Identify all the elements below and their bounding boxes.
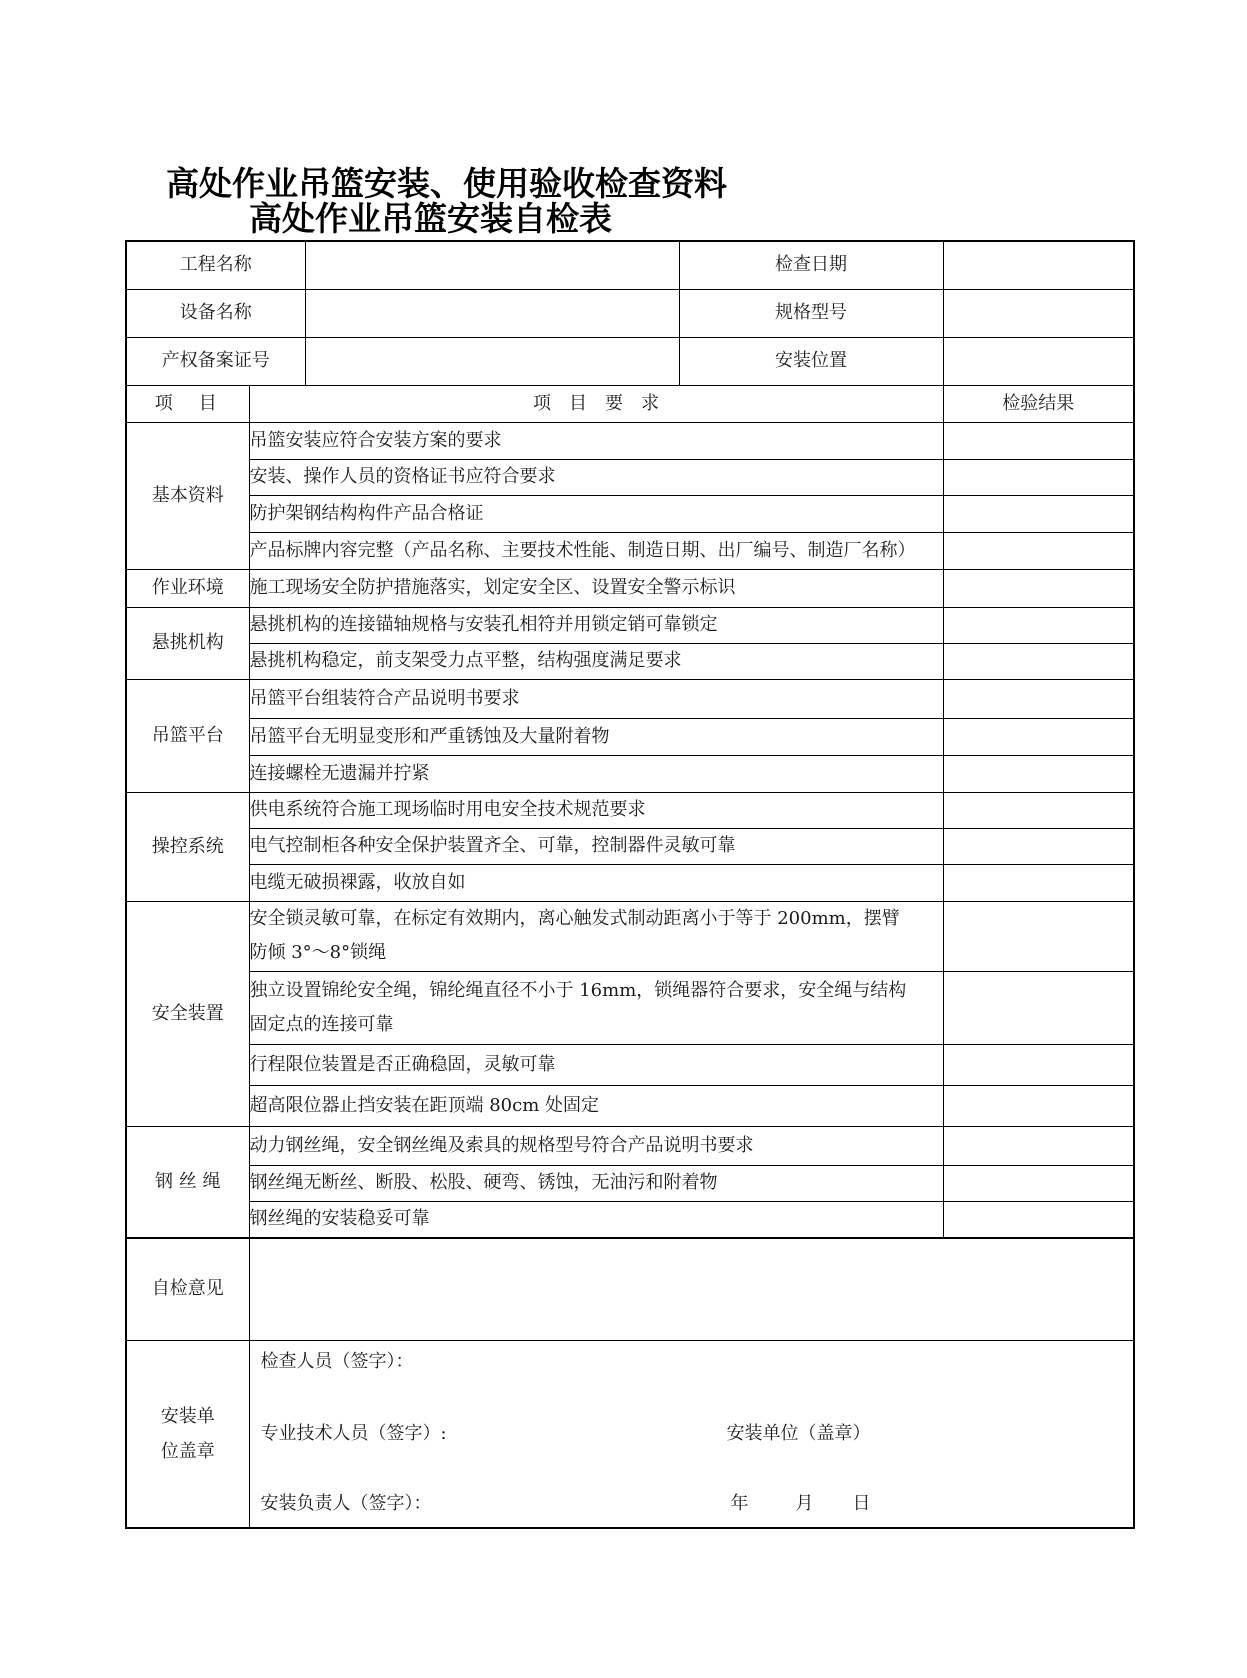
requirement-text: 连接螺栓无遗漏并拧紧: [249, 755, 943, 792]
opinion-row: [126, 1238, 1134, 1340]
requirement-text: [249, 901, 943, 971]
requirement-text: 产品标牌内容完整（产品名称、主要技术性能、制造日期、出厂编号、制造厂名称）: [249, 532, 943, 569]
result-cell: [943, 607, 1134, 643]
equipment-name-value: [305, 289, 679, 337]
requirement-text: 悬挑机构的连接锚轴规格与安装孔相符并用锁定销可靠锁定: [249, 607, 943, 643]
requirement-text: 电缆无破损裸露，收放自如: [249, 864, 943, 901]
result-cell: [943, 495, 1134, 532]
requirement-text: 吊篮平台无明显变形和严重锈蚀及大量附着物: [249, 718, 943, 755]
requirement-text: 悬挑机构稳定，前支架受力点平整，结构强度满足要求: [249, 643, 943, 679]
document-title: 高处作业吊篮安装、使用验收检查资料: [166, 164, 727, 203]
table-row: [126, 679, 1134, 718]
result-cell: [943, 971, 1134, 1044]
result-cell: [943, 1085, 1134, 1126]
table-row: [126, 495, 1134, 532]
inspection-form-table: [125, 240, 1135, 1529]
requirement-text: 钢丝绳无断丝、断股、松股、硬弯、锈蚀，无油污和附着物: [249, 1165, 943, 1201]
project-name-value: [305, 241, 679, 289]
header-item: 项 目: [126, 385, 249, 422]
requirement-line: 固定点的连接可靠: [249, 1013, 394, 1035]
table-row: [126, 422, 1134, 459]
section-label-cantilever: 悬挑机构: [126, 607, 249, 679]
table-row: [126, 828, 1134, 864]
result-cell: [943, 569, 1134, 607]
result-cell: [943, 1126, 1134, 1165]
table-row: [126, 1085, 1134, 1126]
requirement-text: 钢丝绳的安装稳妥可靠: [249, 1201, 943, 1238]
info-row: [126, 241, 1134, 289]
table-row: [126, 569, 1134, 607]
requirement-line: 独立设置锦纶安全绳，锦纶绳直径不小于 16mm，锁绳器符合要求，安全绳与结构: [249, 979, 907, 1001]
property-record-label: 产权备案证号: [126, 337, 305, 385]
stamp-label-line: 安装单: [160, 1405, 215, 1427]
table-row: [126, 864, 1134, 901]
date-month-label: 月: [795, 1492, 814, 1514]
section-label-platform: 吊篮平台: [126, 679, 249, 792]
section-label-basic-info: 基本资料: [126, 422, 249, 569]
model-value: [943, 289, 1134, 337]
result-cell: [943, 755, 1134, 792]
info-row: [126, 337, 1134, 385]
result-cell: [943, 422, 1134, 459]
inspector-signature-label: 检查人员（签字）：: [260, 1350, 414, 1372]
check-date-label: 检查日期: [679, 241, 943, 289]
table-row: [126, 1044, 1134, 1085]
section-label-work-environment: 作业环境: [126, 569, 249, 607]
table-row: [126, 459, 1134, 495]
date-year-label: 年: [730, 1492, 749, 1514]
result-cell: [943, 828, 1134, 864]
technician-signature-label: 专业技术人员（签字）:: [260, 1422, 447, 1444]
table-row: [126, 607, 1134, 643]
opinion-label: 自检意见: [126, 1238, 249, 1340]
section-label-safety-devices: 安全装置: [126, 901, 249, 1126]
requirement-text: 吊篮安装应符合安装方案的要求: [249, 422, 943, 459]
table-row: [126, 755, 1134, 792]
requirement-line: 防倾 3°～8°锁绳: [249, 942, 387, 963]
header-requirement: 项 目 要 求: [249, 385, 943, 422]
section-label-control-system: 操控系统: [126, 792, 249, 901]
check-date-value: [943, 241, 1134, 289]
result-cell: [943, 643, 1134, 679]
result-cell: [943, 1165, 1134, 1201]
requirement-text: 行程限位装置是否正确稳固，灵敏可靠: [249, 1044, 943, 1085]
result-cell: [943, 901, 1134, 971]
requirement-text: 超高限位器止挡安装在距顶端 80cm 处固定: [249, 1085, 943, 1126]
requirement-text: 供电系统符合施工现场临时用电安全技术规范要求: [249, 792, 943, 828]
table-row: [126, 971, 1134, 1044]
requirement-text: 电气控制柜各种安全保护装置齐全、可靠，控制器件灵敏可靠: [249, 828, 943, 864]
requirement-text: 动力钢丝绳，安全钢丝绳及索具的规格型号符合产品说明书要求: [249, 1126, 943, 1165]
requirement-text: 防护架钢结构构件产品合格证: [249, 495, 943, 532]
requirement-text: 施工现场安全防护措施落实，划定安全区、设置安全警示标识: [249, 569, 943, 607]
table-row: [126, 718, 1134, 755]
install-unit-stamp-label: [126, 1340, 249, 1528]
requirement-text: 吊篮平台组装符合产品说明书要求: [249, 679, 943, 718]
date-day-label: 日: [852, 1492, 871, 1514]
requirement-text: [249, 971, 943, 1044]
section-label-wire-rope: 钢 丝 绳: [126, 1126, 249, 1238]
table-row: [126, 792, 1134, 828]
opinion-value: [249, 1238, 1134, 1340]
table-row: [126, 1126, 1134, 1165]
table-row: [126, 1165, 1134, 1201]
result-cell: [943, 718, 1134, 755]
result-cell: [943, 1201, 1134, 1238]
table-row: [126, 1201, 1134, 1238]
stamp-label-line: 位盖章: [160, 1440, 215, 1462]
model-label: 规格型号: [679, 289, 943, 337]
result-cell: [943, 1044, 1134, 1085]
signature-block: [250, 1341, 1134, 1527]
result-cell: [943, 864, 1134, 901]
requirement-text: 安装、操作人员的资格证书应符合要求: [249, 459, 943, 495]
table-header-row: [126, 385, 1134, 422]
result-cell: [943, 532, 1134, 569]
result-cell: [943, 679, 1134, 718]
install-location-label: 安装位置: [679, 337, 943, 385]
table-row: [126, 643, 1134, 679]
result-cell: [943, 459, 1134, 495]
requirement-line: 安全锁灵敏可靠，在标定有效期内，离心触发式制动距离小于等于 200mm，摆臂: [249, 908, 900, 929]
equipment-name-label: 设备名称: [126, 289, 305, 337]
info-row: [126, 289, 1134, 337]
table-row: [126, 532, 1134, 569]
signature-row: [126, 1340, 1134, 1528]
install-unit-stamp-text: 安装单位（盖章）: [726, 1422, 871, 1444]
signature-area: [249, 1340, 1134, 1528]
header-result: 检验结果: [943, 385, 1134, 422]
result-cell: [943, 792, 1134, 828]
table-row: [126, 901, 1134, 971]
install-location-value: [943, 337, 1134, 385]
property-record-value: [305, 337, 679, 385]
form-title: 高处作业吊篮安装自检表: [249, 199, 612, 238]
project-name-label: 工程名称: [126, 241, 305, 289]
supervisor-signature-label: 安装负责人（签字）：: [260, 1492, 432, 1514]
